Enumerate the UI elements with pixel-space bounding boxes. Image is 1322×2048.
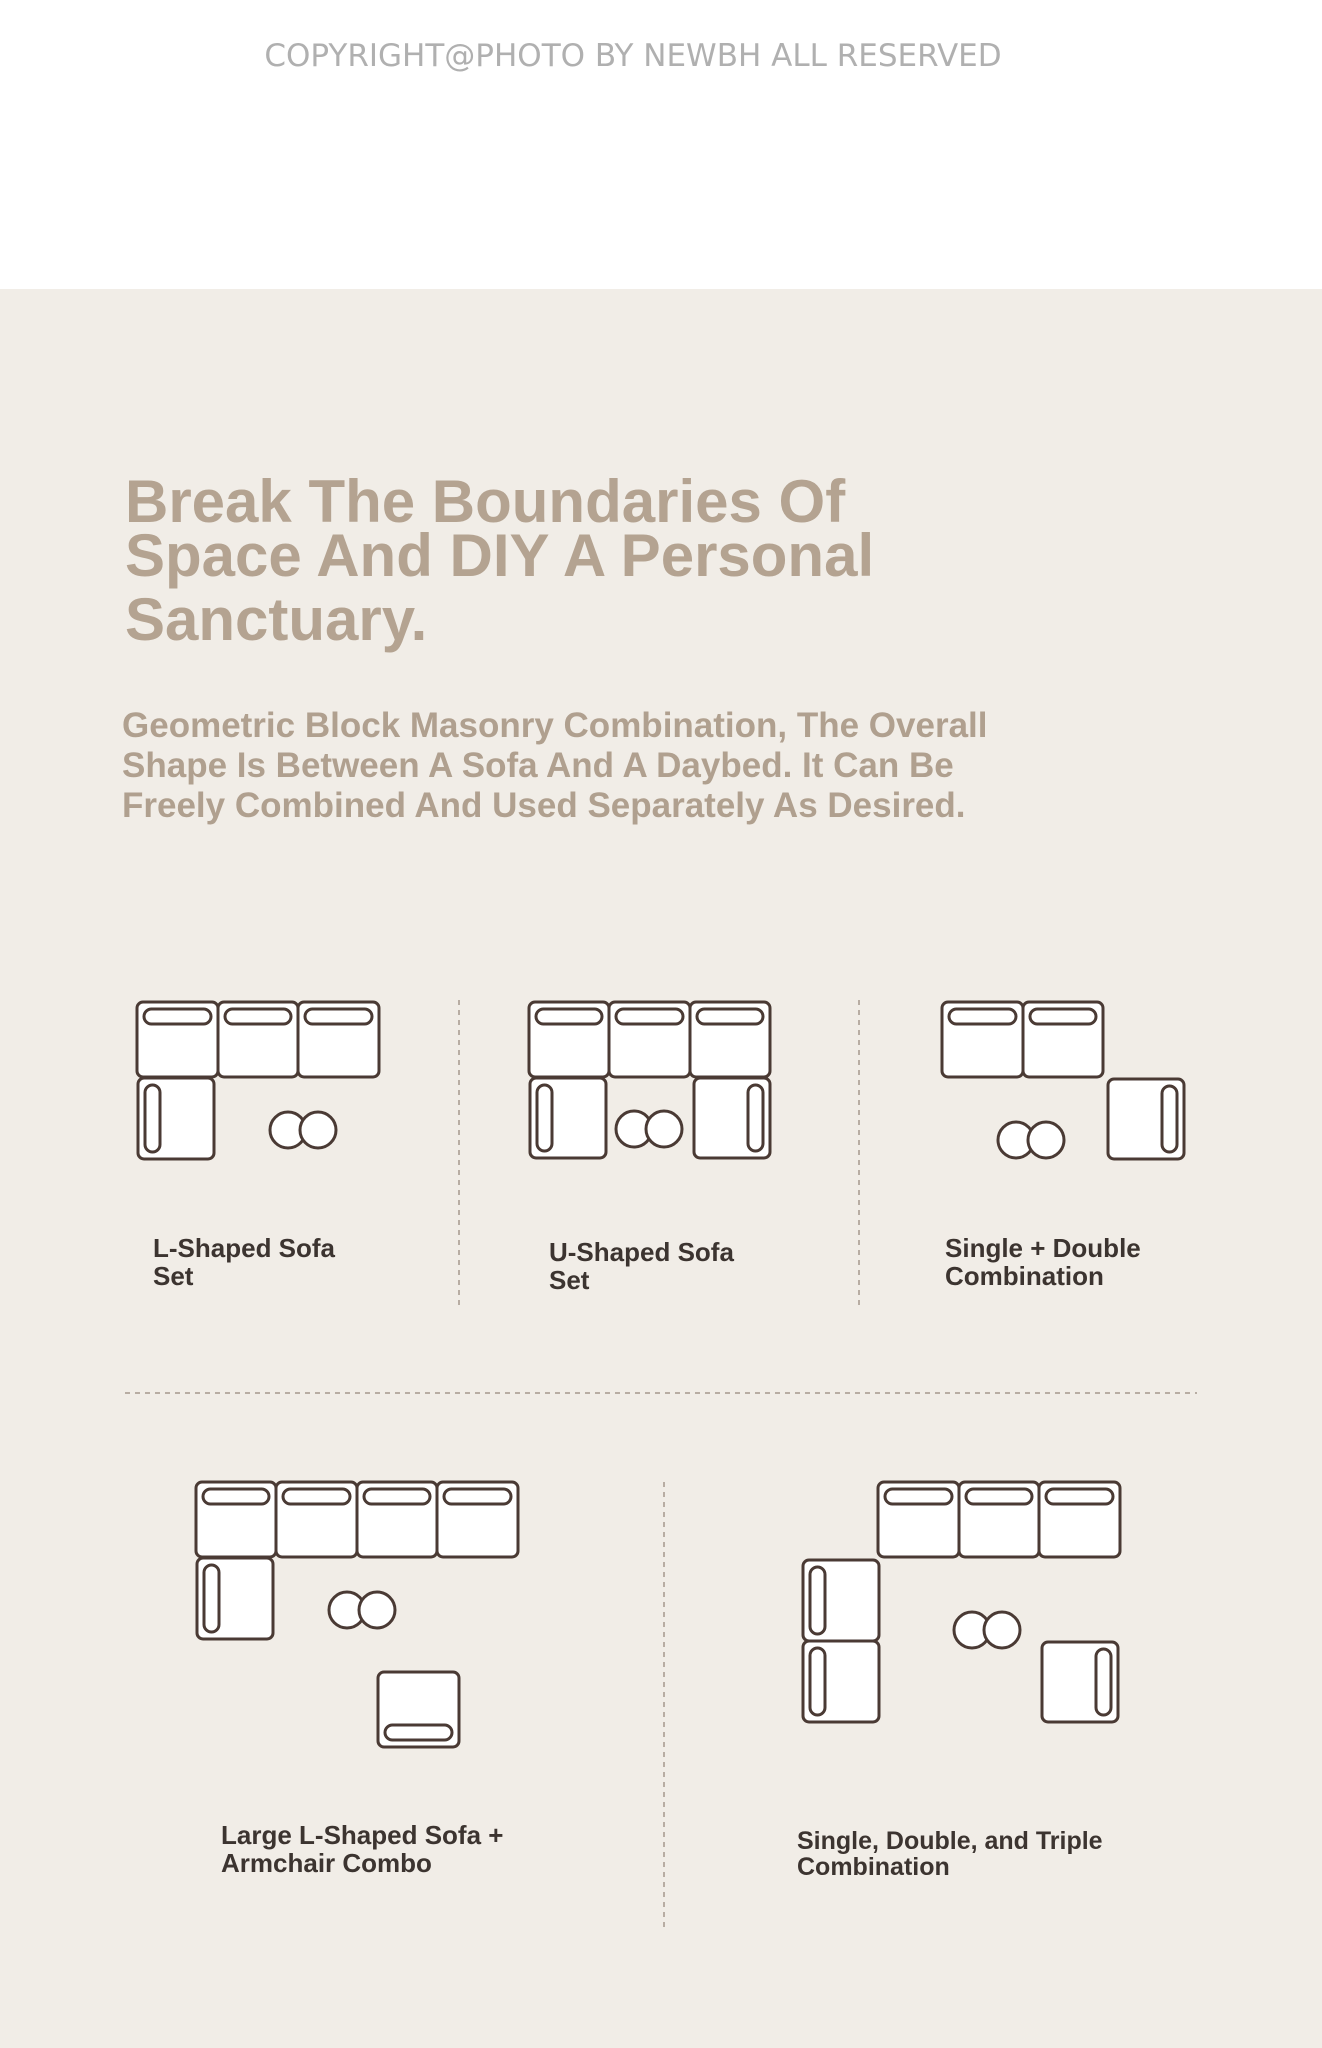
layout-caption <box>221 1821 503 1877</box>
caption-line: Set <box>549 1265 590 1295</box>
layout-caption <box>153 1234 335 1290</box>
large-l-shaped-armchair-diagram <box>196 1482 518 1747</box>
armrest <box>810 1567 825 1634</box>
caption-line: Armchair Combo <box>221 1848 432 1878</box>
armrest <box>1096 1649 1111 1715</box>
backrest <box>203 1489 269 1504</box>
backrest <box>385 1725 452 1740</box>
backrest <box>966 1489 1032 1504</box>
layout-caption <box>945 1234 1141 1290</box>
subtitle-line: Shape Is Between A Sofa And A Daybed. It Can Be <box>122 746 954 785</box>
caption-line: Combination <box>945 1261 1104 1291</box>
caption-line: Single, Double, and Triple <box>797 1827 1103 1855</box>
backrest <box>144 1009 211 1024</box>
headline-line: Space And DIY A Personal <box>125 522 875 589</box>
layout-caption <box>549 1238 734 1294</box>
caption-line: Single + Double <box>945 1233 1141 1263</box>
copyright-notice: COPYRIGHT@PHOTO BY NEWBH ALL RESERVED <box>264 38 1002 74</box>
backrest <box>225 1009 291 1024</box>
armrest <box>748 1085 763 1151</box>
subtitle-line: Freely Combined And Used Separately As Desired. <box>122 786 966 825</box>
caption-line: Set <box>153 1261 194 1291</box>
backrest <box>949 1009 1016 1024</box>
caption-line: L-Shaped Sofa <box>153 1233 336 1263</box>
ottoman <box>984 1612 1020 1648</box>
backrest <box>885 1489 952 1504</box>
headline-line: Sanctuary. <box>125 586 428 653</box>
caption-line: U-Shaped Sofa <box>549 1237 734 1267</box>
ottoman <box>359 1592 395 1628</box>
backrest <box>1030 1009 1096 1024</box>
caption-line: Combination <box>797 1853 950 1881</box>
backrest <box>444 1489 511 1504</box>
backrest <box>1046 1489 1113 1504</box>
l-shaped-sofa-diagram <box>137 1002 379 1159</box>
ottoman <box>646 1111 682 1147</box>
subtitle-line: Geometric Block Masonry Combination, The Overall <box>122 706 988 745</box>
u-shaped-sofa-diagram <box>529 1002 770 1158</box>
single-double-triple-diagram <box>803 1482 1120 1722</box>
armrest <box>204 1565 219 1632</box>
armrest <box>537 1085 552 1151</box>
backrest <box>697 1009 763 1024</box>
backrest <box>536 1009 602 1024</box>
armrest <box>145 1085 160 1152</box>
backrest <box>364 1489 430 1504</box>
armrest <box>810 1648 825 1715</box>
backrest <box>616 1009 683 1024</box>
backrest <box>283 1489 350 1504</box>
single-double-diagram <box>942 1002 1184 1159</box>
caption-line: Large L-Shaped Sofa + <box>221 1820 504 1850</box>
armrest <box>1162 1086 1177 1152</box>
ottoman <box>300 1112 336 1148</box>
layout-caption <box>797 1828 1103 1880</box>
headline-line: Break The Boundaries Of <box>125 468 846 535</box>
ottoman <box>1028 1122 1064 1158</box>
backrest <box>305 1009 372 1024</box>
